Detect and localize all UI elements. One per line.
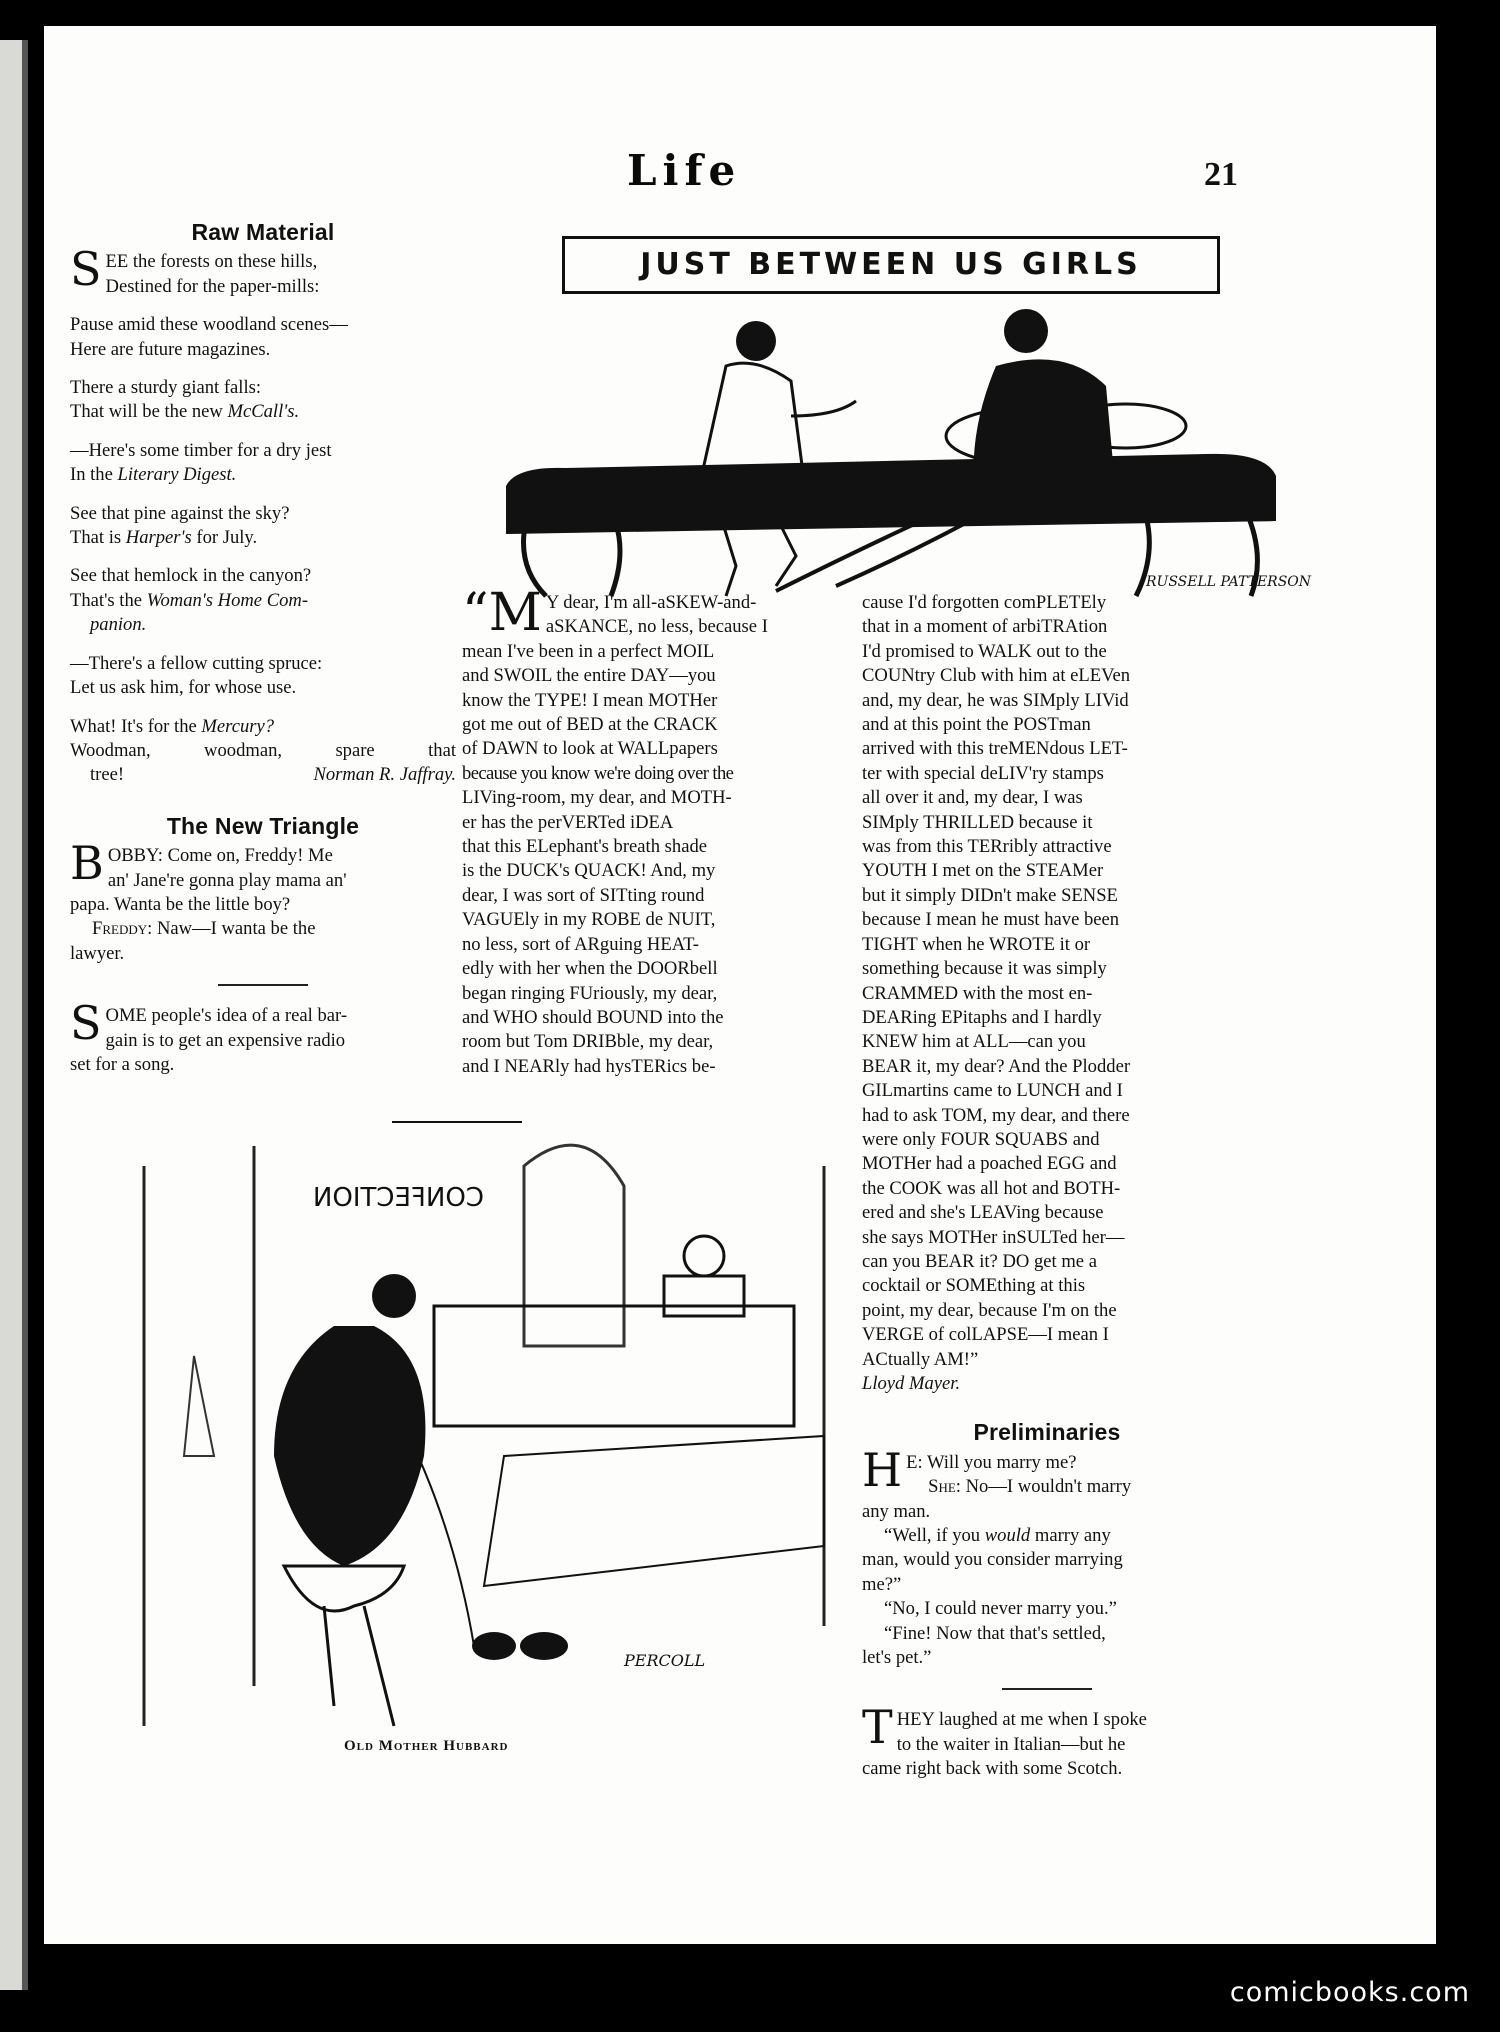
- text-line: man, would you consider marrying: [862, 1549, 1123, 1571]
- text-line: and at this point the POSTman: [862, 714, 1091, 736]
- text-line: dear, I was sort of SITting round: [462, 884, 705, 906]
- text-line: VAGUEly in my ROBE de NUIT,: [462, 909, 716, 931]
- verse-line: tree!: [90, 764, 125, 786]
- text-line: to the waiter in Italian—but he: [896, 1733, 1126, 1755]
- text-line: all over it and, my dear, I was: [862, 787, 1083, 809]
- verse-line: That will be the new: [70, 401, 228, 423]
- page-header: [44, 146, 1436, 216]
- text-line: E: Will you marry me?: [906, 1451, 1077, 1473]
- masthead: Life: [627, 146, 742, 195]
- text-line: but it simply DIDn't make SENSE: [862, 884, 1118, 906]
- text-line: cocktail or SOMEthing at this: [862, 1275, 1086, 1297]
- text-line: KNEW him at ALL—can you: [862, 1031, 1086, 1053]
- text-line: the COOK was all hot and BOTH-: [862, 1177, 1121, 1199]
- stanza: [70, 502, 456, 551]
- speaker-label: Freddy:: [92, 918, 153, 940]
- bargain-joke: [70, 996, 456, 1077]
- girls-lounging-illustration: [506, 306, 1312, 606]
- raw-material-title: Raw Material: [191, 219, 335, 245]
- verse-line: for July.: [191, 527, 258, 549]
- stanza: [70, 242, 456, 299]
- open-quote: “: [462, 583, 489, 643]
- new-triangle-body: [70, 836, 456, 966]
- stanza: [70, 652, 456, 701]
- verse-line: Pause amid these woodland scenes—: [70, 314, 348, 336]
- new-triangle-title: The New Triangle: [166, 812, 360, 839]
- text-line: COUNtry Club with him at eLEVen: [862, 665, 1131, 687]
- verse-line: What! It's for the: [70, 715, 202, 737]
- stanza: [70, 564, 456, 637]
- text-line: that in a moment of arbiTRAtion: [862, 616, 1108, 638]
- magazine-name: Harper's: [125, 527, 192, 549]
- text-line: YOUTH I met on the STEAMer: [862, 860, 1104, 882]
- text-line: because you know we're doing over the: [462, 762, 734, 784]
- text-line: Naw—I wanta be the: [152, 918, 316, 940]
- text-line: know the TYPE! I mean MOTHer: [462, 689, 718, 711]
- verse-line: —Here's some timber for a dry jest: [70, 439, 332, 461]
- text-line: OBBY: Come on, Freddy! Me: [107, 845, 333, 867]
- text-line: BEAR it, my dear? And the Plodder: [862, 1055, 1131, 1077]
- text-line: No—I wouldn't marry: [960, 1476, 1132, 1498]
- story-title-box: [562, 236, 1220, 294]
- text-line: ered and she's LEAVing because: [862, 1202, 1104, 1224]
- text-line: GILmartins came to LUNCH and I: [862, 1080, 1123, 1102]
- text-line: ACtually AM!”: [862, 1348, 979, 1370]
- magazine-name: McCall's.: [227, 401, 300, 423]
- text-line: was from this TERribly attractive: [862, 836, 1112, 858]
- text-line: is the DUCK's QUACK! And, my: [462, 860, 716, 882]
- verse-line: Woodman, woodman, spare that: [70, 739, 456, 761]
- drop-cap: H: [862, 1442, 903, 1497]
- text-line: arrived with this treMENdous LET-: [862, 738, 1128, 760]
- verse-line: That's the: [70, 589, 147, 611]
- speaker-label: She:: [928, 1476, 961, 1498]
- verse-line: See that pine against the sky?: [70, 502, 290, 524]
- cartoon-signature: RUSSELL PATTERSON: [1146, 574, 1312, 590]
- text-line: point, my dear, because I'm on the: [862, 1299, 1117, 1321]
- text-line: and WHO should BOUND into the: [462, 1006, 724, 1028]
- drop-cap-letter: M: [488, 583, 542, 643]
- text-line: had to ask TOM, my dear, and there: [862, 1104, 1130, 1126]
- drop-cap: S: [70, 996, 102, 1051]
- verse-line: In the: [70, 464, 118, 486]
- divider: [1002, 1688, 1092, 1690]
- text-line: and, my dear, he was SIMply LIVid: [862, 689, 1129, 711]
- text-line: marry any: [1030, 1525, 1111, 1547]
- text-line: HEY laughed at me when I spoke: [896, 1709, 1147, 1731]
- verse-line: —There's a fellow cutting spruce:: [70, 652, 323, 674]
- text-line: that this ELephant's breath shade: [462, 836, 707, 858]
- verse-line: There a sturdy giant falls:: [70, 377, 262, 399]
- text-line: can you BEAR it? DO get me a: [862, 1250, 1097, 1272]
- magazine-name: Literary Digest.: [117, 464, 237, 486]
- text-line: she says MOTHer inSULTed her—: [862, 1226, 1125, 1248]
- drop-cap: B: [70, 836, 104, 891]
- magazine-name: Woman's Home Com-: [146, 589, 309, 611]
- verse-line: Destined for the paper-mills:: [105, 275, 320, 297]
- text-line: CRAMMED with the most en-: [862, 982, 1093, 1004]
- text-line: TIGHT when he WROTE it or: [862, 933, 1091, 955]
- text-line: lawyer.: [70, 942, 125, 964]
- text-line: “Fine! Now that that's settled,: [884, 1622, 1106, 1644]
- text-line: SIMply THRILLED because it: [862, 811, 1093, 833]
- text-line: any man.: [862, 1500, 931, 1522]
- text-line: me?”: [862, 1573, 902, 1595]
- text-line: of DAWN to look at WALLpapers: [462, 738, 718, 760]
- author-credit: Norman R. Jaffray.: [313, 764, 456, 786]
- shop-sign: CONFECTION: [312, 1183, 484, 1213]
- text-line: MOTHer had a poached EGG and: [862, 1153, 1117, 1175]
- text-line: set for a song.: [70, 1053, 175, 1075]
- verse-line: Let us ask him, for whose use.: [70, 677, 297, 699]
- text-line: gain is to get an expensive radio: [105, 1029, 346, 1051]
- preliminaries-title: Preliminaries: [973, 1419, 1121, 1446]
- text-line: something because it was simply: [862, 958, 1107, 980]
- site-watermark: comicbooks.com: [1229, 1977, 1470, 2008]
- text-line: and SWOIL the entire DAY—you: [462, 665, 716, 687]
- drop-cap: T: [862, 1700, 893, 1755]
- author-credit: Lloyd Mayer.: [862, 1373, 961, 1394]
- story-column-1: [462, 583, 824, 1079]
- verse-line: EE the forests on these hills,: [105, 251, 318, 273]
- text-line: “No, I could never marry you.”: [884, 1598, 1117, 1620]
- text-line: Y dear, I'm all-aSKEW-and-: [545, 592, 757, 613]
- binding-spine: [0, 40, 28, 1990]
- text-line: OME people's idea of a real bar-: [105, 1005, 348, 1027]
- stanza: [70, 715, 456, 788]
- text-line: “Well, if you: [884, 1525, 985, 1547]
- stanza: [70, 376, 456, 425]
- text-line: got me out of BED at the CRACK: [462, 714, 718, 736]
- mother-hubbard-illustration: [104, 1126, 862, 1766]
- text-line: let's pet.”: [862, 1647, 932, 1669]
- cartoon-caption: Old Mother Hubbard: [344, 1738, 509, 1754]
- page-number: 21: [1204, 156, 1238, 193]
- text-line: ter with special deLIV'ry stamps: [862, 762, 1104, 784]
- magazine-name: panion.: [90, 614, 147, 636]
- stanza: [70, 313, 456, 362]
- emphasis: would: [984, 1525, 1031, 1547]
- text-line: an' Jane're gonna play mama an': [107, 869, 347, 891]
- magazine-page: [44, 26, 1436, 1944]
- text-line: aSKANCE, no less, because I: [545, 616, 768, 638]
- text-line: and I NEARly had hysTERics be-: [462, 1055, 716, 1077]
- text-line: cause I'd forgotten comPLETEly: [862, 592, 1107, 613]
- text-line: LIVing-room, my dear, and MOTH-: [462, 787, 732, 809]
- left-column: [70, 208, 456, 1077]
- divider: [392, 1121, 522, 1123]
- text-line: VERGE of colLAPSE—I mean I: [862, 1324, 1109, 1346]
- drop-cap: S: [70, 242, 102, 297]
- text-line: er has the perVERTed iDEA: [462, 811, 674, 833]
- text-line: I'd promised to WALK out to the: [862, 640, 1107, 662]
- drop-cap: [462, 583, 542, 643]
- text-line: no less, sort of ARguing HEAT-: [462, 933, 699, 955]
- story-title: JUST BETWEEN US GIRLS: [640, 247, 1142, 282]
- verse-line: Here are future magazines.: [70, 338, 271, 360]
- magazine-name: Mercury?: [201, 715, 275, 737]
- stanza: [70, 439, 456, 488]
- cartoon-signature: PERCOLL: [624, 1651, 706, 1670]
- text-line: edly with her when the DOORbell: [462, 958, 718, 980]
- text-line: mean I've been in a perfect MOIL: [462, 640, 715, 662]
- divider: [218, 984, 308, 986]
- text-line: came right back with some Scotch.: [862, 1758, 1123, 1780]
- text-line: papa. Wanta be the little boy?: [70, 893, 291, 915]
- verse-line: See that hemlock in the canyon?: [70, 565, 312, 587]
- text-line: DEARing EPitaphs and I hardly: [862, 1006, 1102, 1028]
- verse-line: That is: [70, 527, 126, 549]
- text-line: were only FOUR SQUABS and: [862, 1128, 1100, 1150]
- text-line: began ringing FUriously, my dear,: [462, 982, 718, 1004]
- story-column-2: [862, 591, 1232, 1782]
- text-line: because I mean he must have been: [862, 909, 1120, 931]
- text-line: room but Tom DRIBble, my dear,: [462, 1031, 714, 1053]
